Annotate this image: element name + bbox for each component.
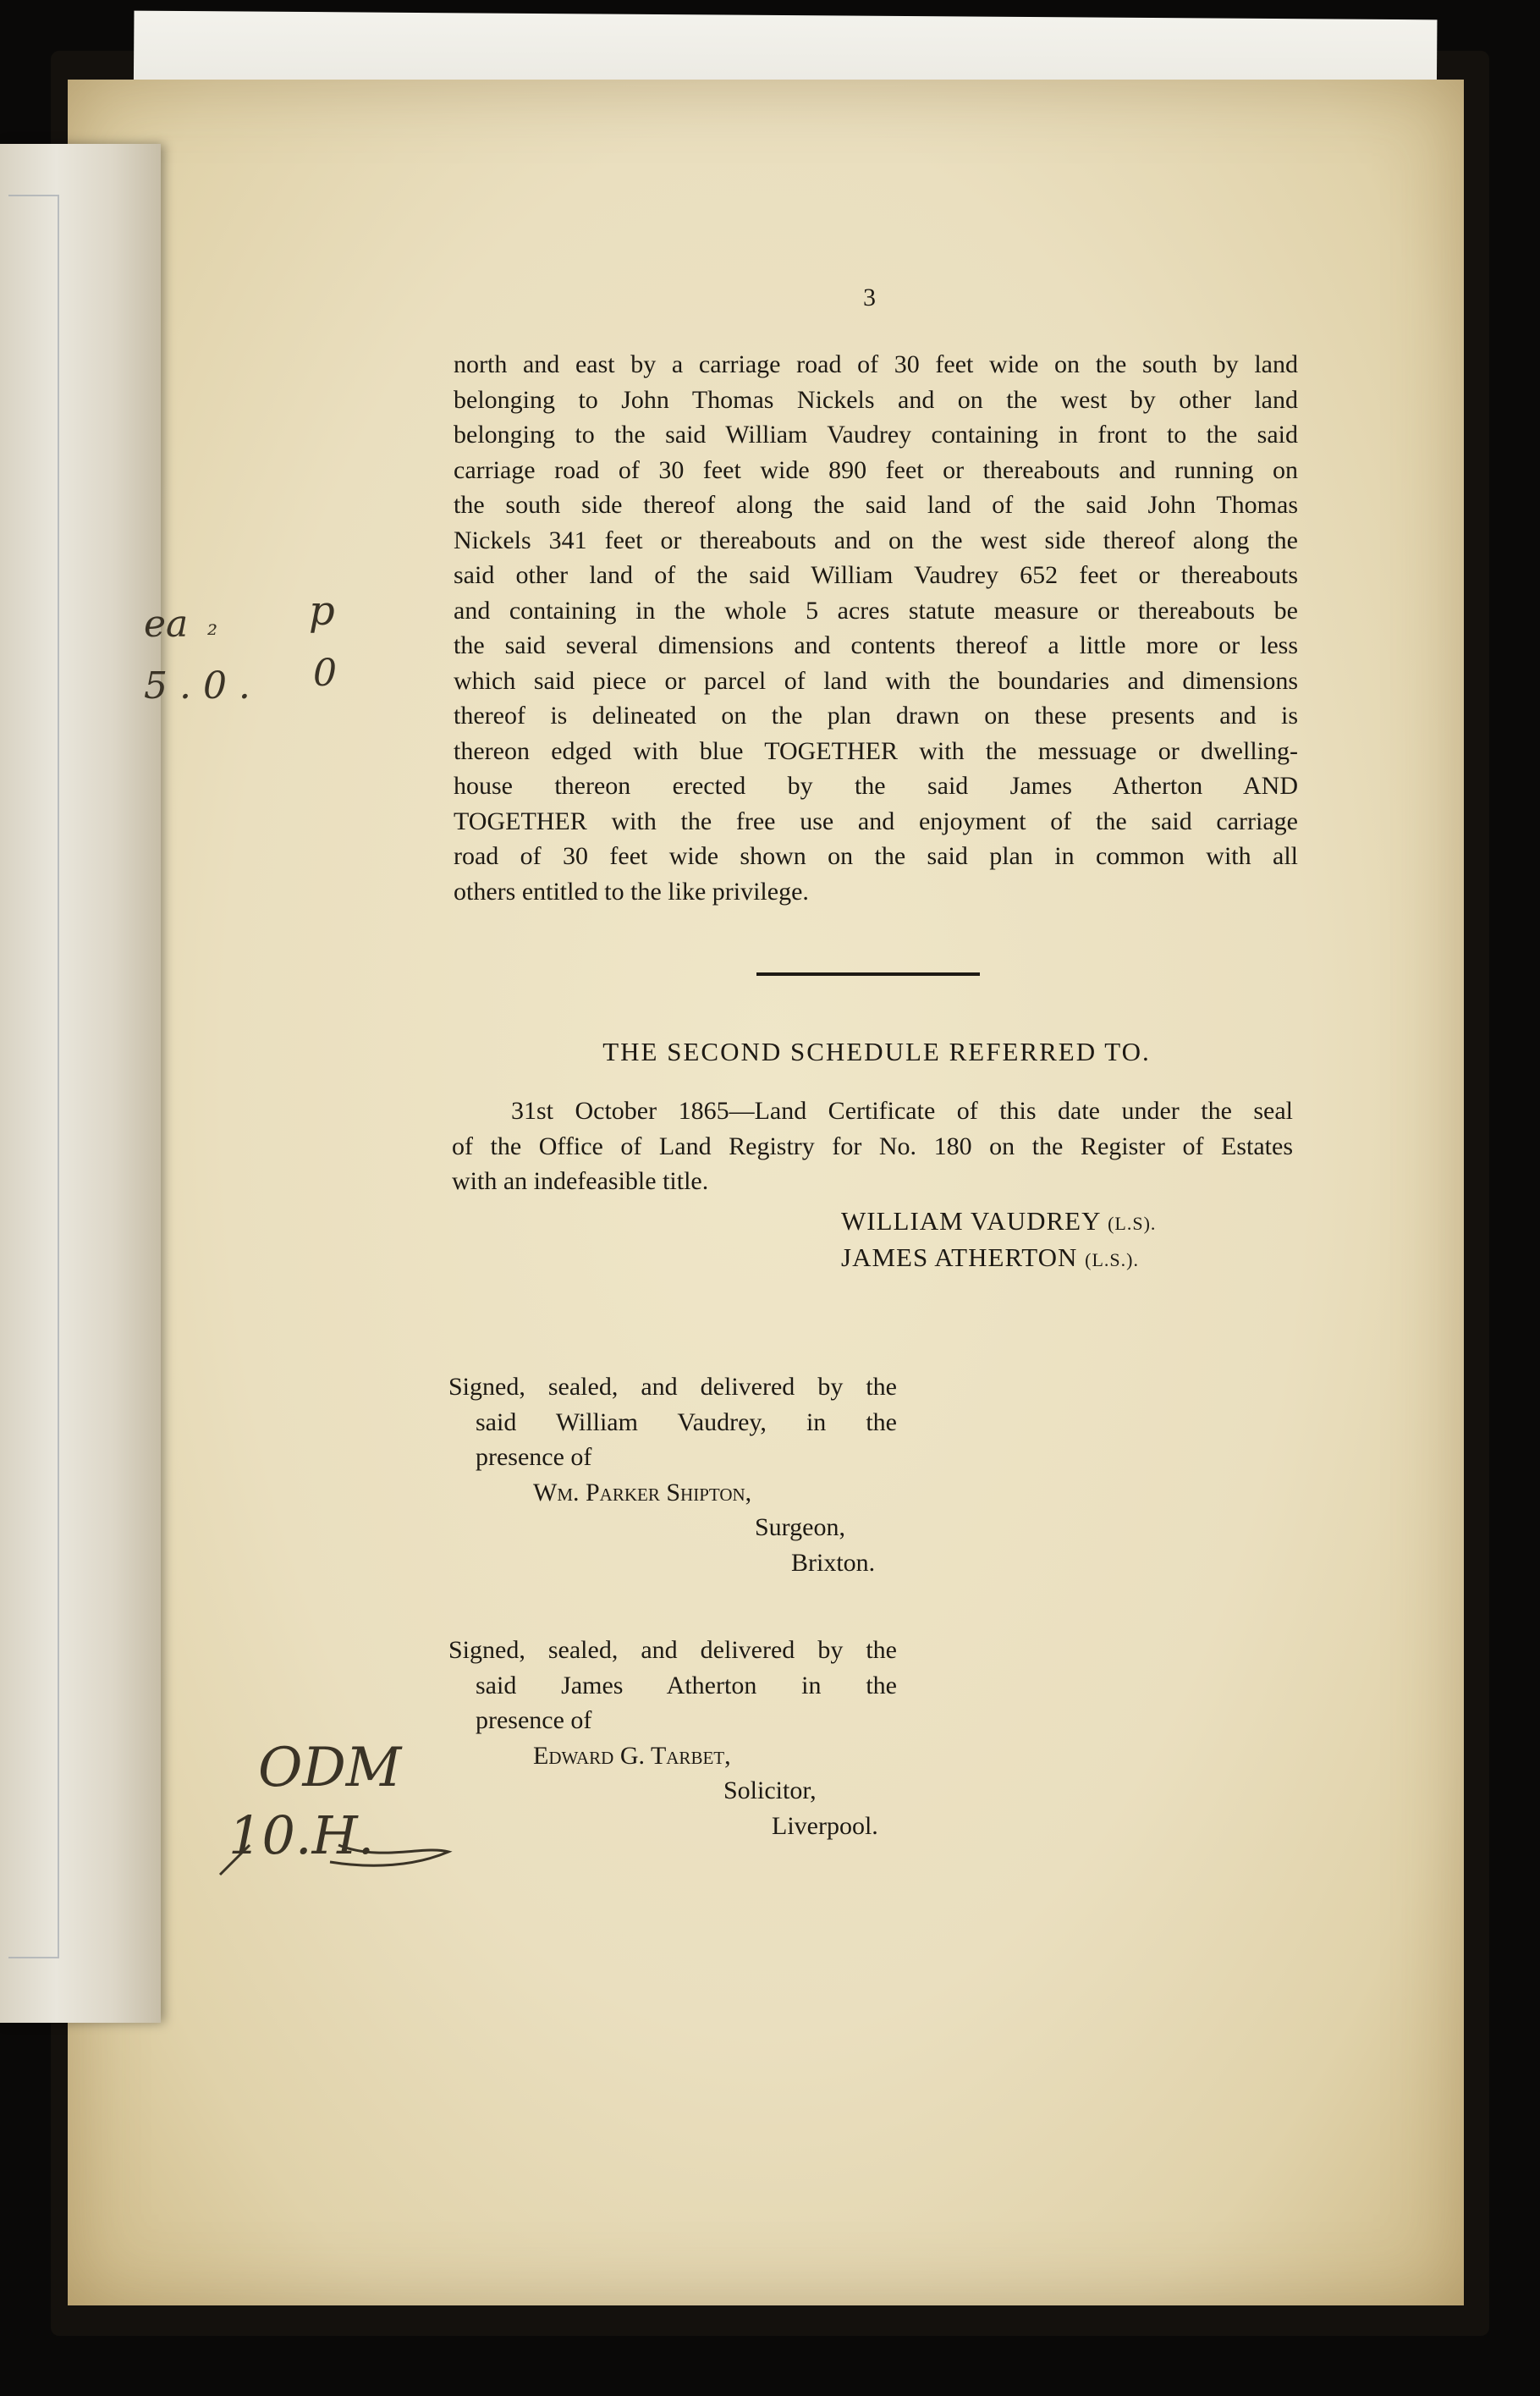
svg-text:ODM: ODM	[258, 1737, 402, 1799]
handwritten-margin-note	[135, 592, 355, 711]
witness-occupation: Solicitor,	[723, 1776, 817, 1804]
body-line: Nickels 341 feet or thereabouts and on the west side thereof along the	[454, 526, 1298, 554]
page-number: 3	[863, 284, 876, 311]
body-line: belonging to John Thomas Nickels and on the west by other land	[454, 385, 1298, 414]
body-line: the south side thereof along the said land of the said John Thomas	[454, 491, 1298, 519]
signatory-william-vaudrey	[841, 1206, 1156, 1237]
body-line: thereof is delineated on the plan drawn on these presents and is	[454, 702, 1298, 730]
signatory-name: WILLIAM VAUDREY	[841, 1206, 1101, 1236]
witness-name: Edward G. Tarbet,	[533, 1741, 731, 1770]
signatory-james-atherton	[841, 1242, 1139, 1273]
schedule-line: with an indefeasible title.	[452, 1167, 709, 1195]
attestation-line: said James Atherton in the	[476, 1671, 897, 1699]
attestation-line: Signed, sealed, and delivered by the	[448, 1373, 897, 1401]
witness-occupation: Surgeon,	[755, 1513, 845, 1541]
svg-text:10.H.: 10.H.	[228, 1804, 375, 1866]
schedule-line: 31st October 1865—Land Certificate of this date under the seal	[511, 1097, 1293, 1125]
body-line: said other land of the said William Vaudrey 652 feet or thereabouts	[454, 561, 1298, 589]
attestation-line: presence of	[476, 1706, 592, 1734]
witness-name: Wm. Parker Shipton,	[533, 1478, 752, 1506]
schedule-line: of the Office of Land Registry for No. 180 on the Register of Estates	[452, 1132, 1293, 1160]
seal-mark: (L.S.).	[1085, 1249, 1139, 1270]
section-divider	[756, 972, 980, 976]
body-line: carriage road of 30 feet wide 890 feet or thereabouts and running on	[454, 455, 1298, 484]
svg-text:5 . 0 .: 5 . 0 .	[144, 664, 250, 708]
attestation-line: said William Vaudrey, in the	[476, 1407, 897, 1436]
body-line: others entitled to the like privilege.	[454, 877, 809, 906]
svg-text:p: p	[309, 592, 335, 635]
attestation-line: Signed, sealed, and delivered by the	[448, 1636, 897, 1664]
attestation-clause-1	[448, 1369, 897, 1580]
handwritten-initials	[212, 1718, 465, 1904]
witness-place: Brixton.	[791, 1548, 876, 1577]
schedule-text	[452, 1093, 1293, 1199]
schedule-title: THE SECOND SCHEDULE REFERRED TO.	[602, 1037, 1151, 1066]
body-line: house thereon erected by the said James Atherton AND	[454, 772, 1298, 800]
body-line: belonging to the said William Vaudrey containing in front to the said	[454, 421, 1298, 449]
seal-mark: (L.S).	[1108, 1213, 1157, 1234]
body-line: TOGETHER with the free use and enjoyment of the said carriage	[454, 807, 1298, 835]
svg-text:₂: ₂	[207, 612, 218, 642]
svg-text:ea: ea	[144, 603, 189, 646]
body-line: the said several dimensions and contents thereof a little more or less	[454, 631, 1298, 659]
witness-place: Liverpool.	[772, 1811, 878, 1840]
signatory-name: JAMES ATHERTON	[841, 1242, 1078, 1272]
attestation-clause-2	[448, 1633, 897, 1843]
body-line: which said piece or parcel of land with the boundaries and dimensions	[454, 666, 1298, 695]
body-line: and containing in the whole 5 acres statute measure or thereabouts be	[454, 596, 1298, 625]
body-paragraph	[454, 347, 1298, 909]
svg-text:0: 0	[313, 652, 337, 695]
body-line: road of 30 feet wide shown on the said plan in common with all	[454, 842, 1298, 870]
attestation-line: presence of	[476, 1443, 592, 1471]
body-line: north and east by a carriage road of 30 feet wide on the south by land	[454, 350, 1298, 378]
panel-border	[8, 195, 59, 1958]
body-line: thereon edged with blue TOGETHER with the messuage or dwelling-	[454, 736, 1298, 765]
